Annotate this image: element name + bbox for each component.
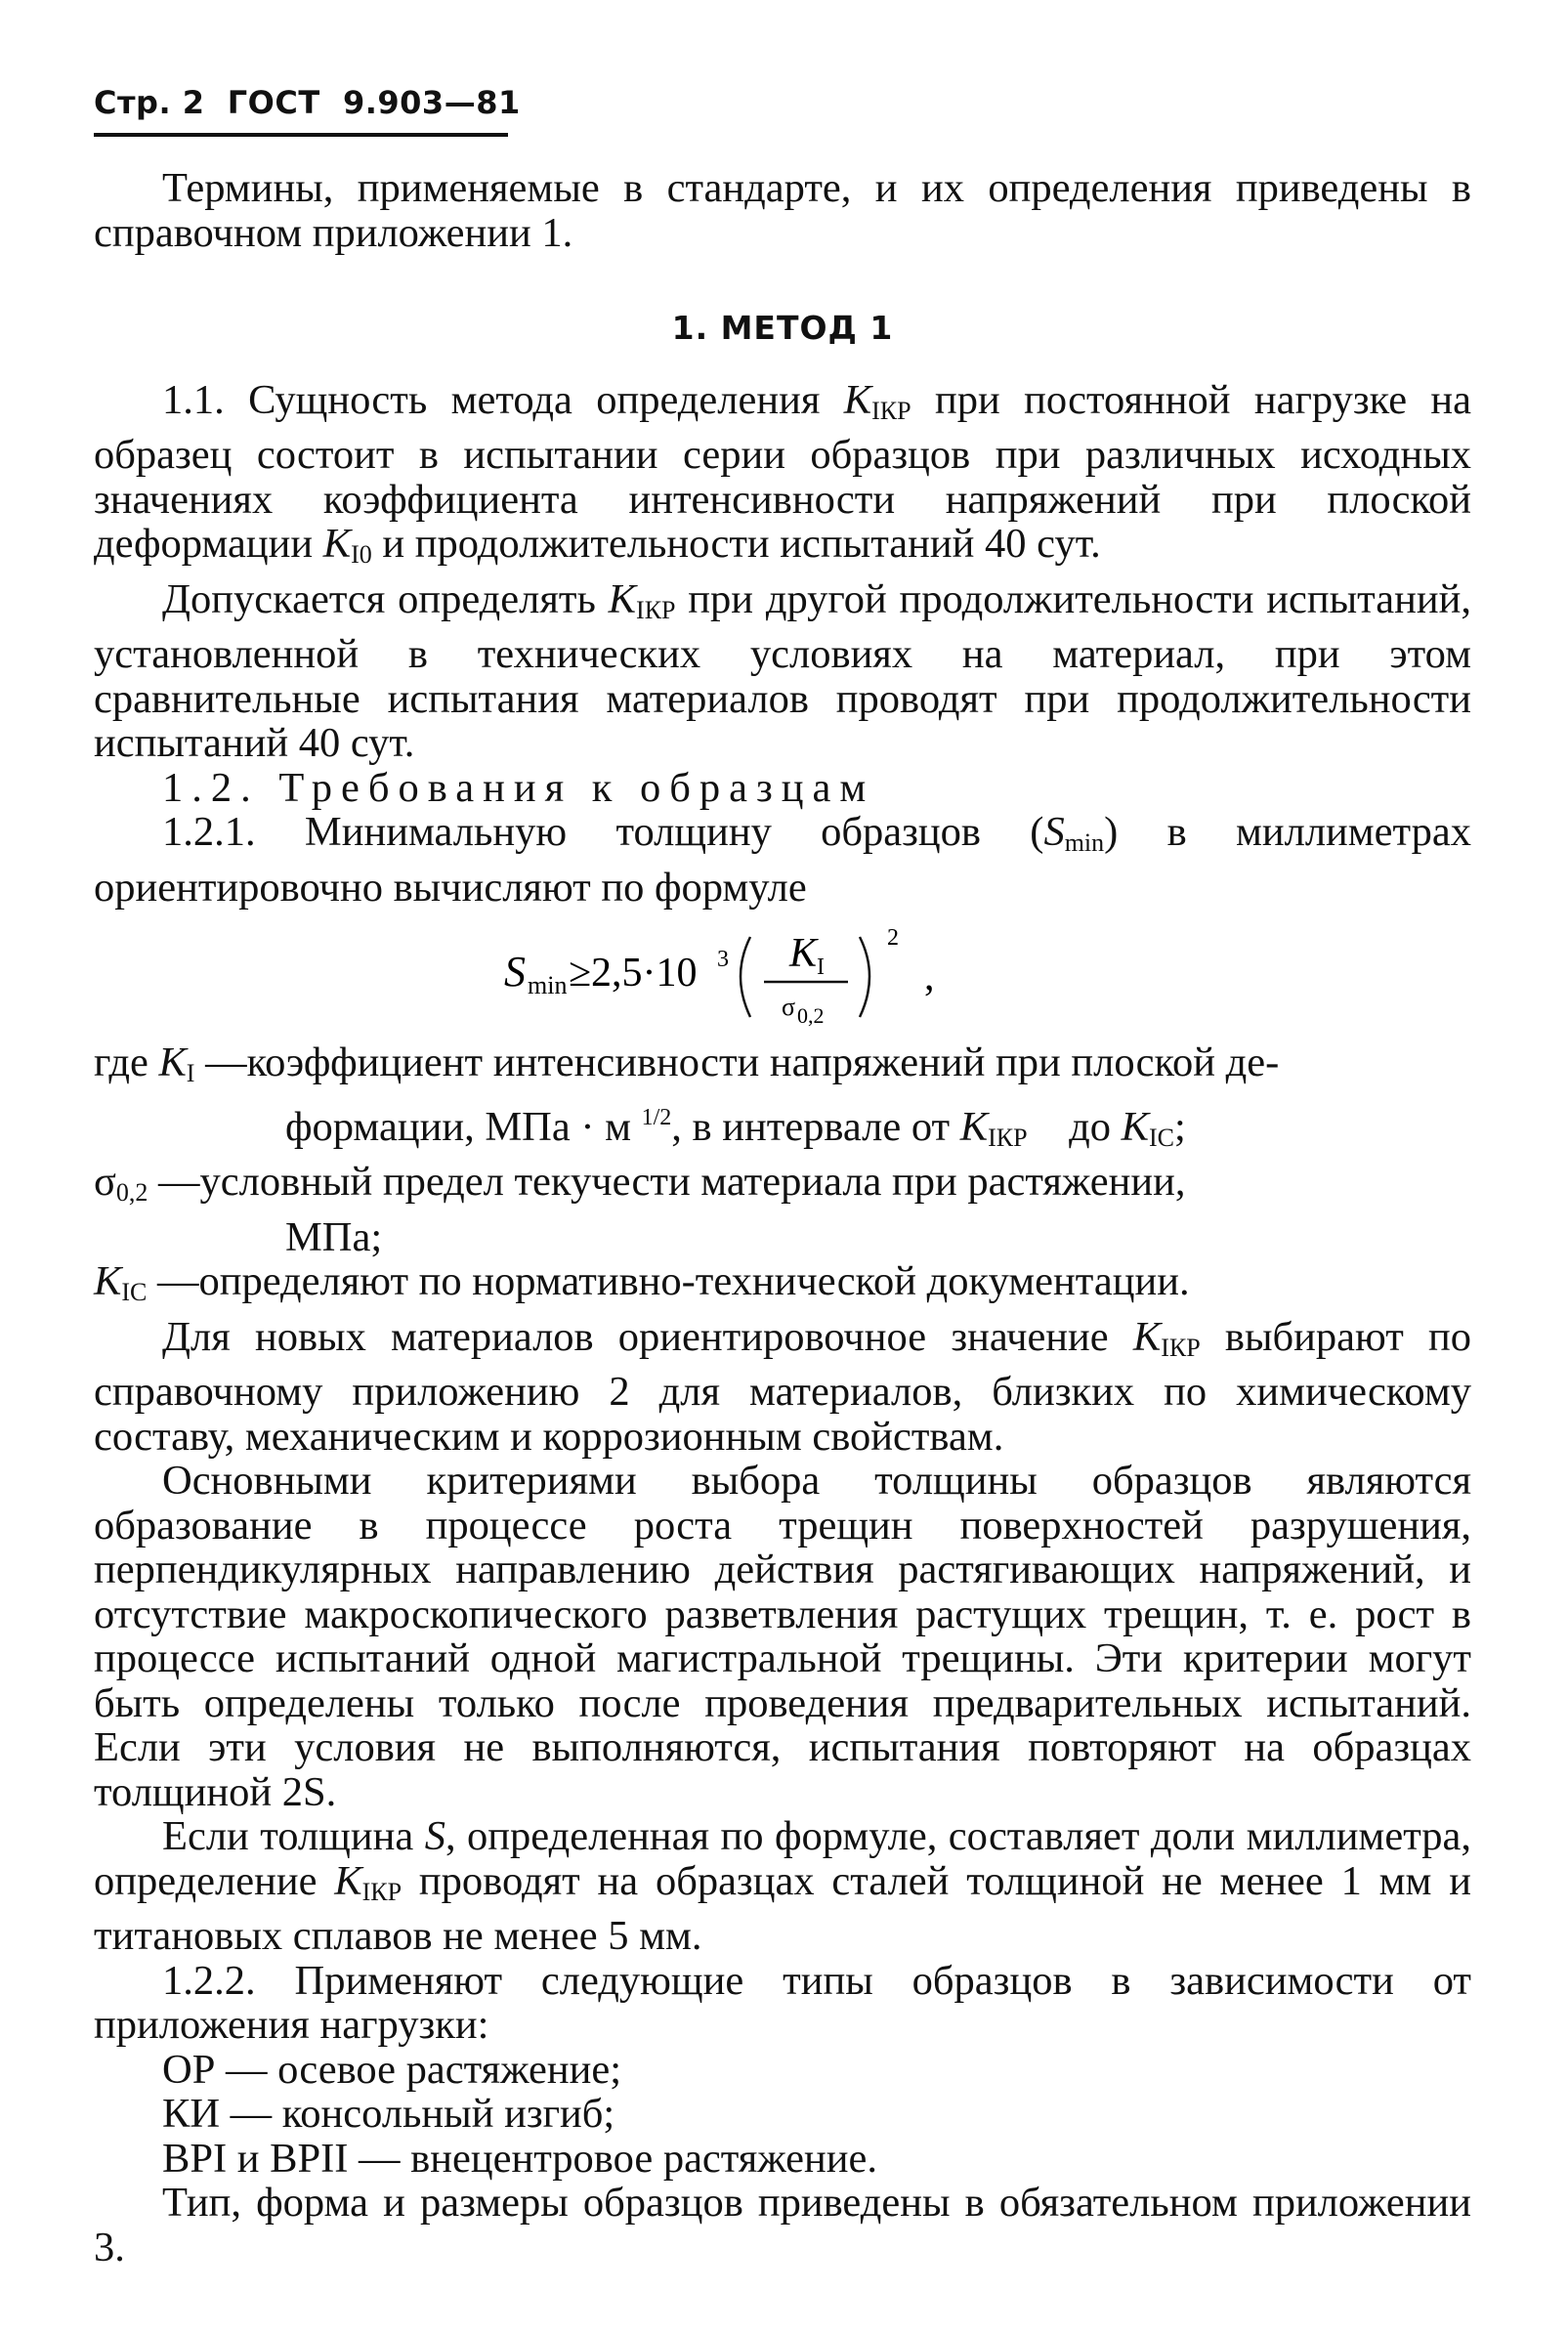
intro-paragraph: Термины, применяемые в стандарте, и их определения приведены в справочном приложении 1. <box>94 165 1471 256</box>
paragraph-1-2-1: 1.2.1. Минимальную толщину образцов $(S_{min})$ в миллиметрах ориентировочно вычисляют по формуле <box>94 809 1471 911</box>
formula-lhs: S <box>504 948 526 996</box>
page-label: Стр. 2 <box>94 84 205 121</box>
formula-left-paren <box>741 937 750 1017</box>
definition-kic: $K_{IC}$ — определяют по нормативно-технической документации. <box>94 1258 1190 1306</box>
running-header <box>94 84 521 121</box>
formula-tail: , <box>924 955 935 999</box>
formula-power: 2 <box>887 925 899 951</box>
standard-label: ГОСТ <box>227 84 320 121</box>
formula-relation: ≥2,5·10 <box>569 951 698 996</box>
paragraph-final: Тип, форма и размеры образцов приведены в обязательном приложении 3. <box>94 2180 1471 2270</box>
list-item: ВРI и ВРII — внецентровое растяжение. <box>162 2135 878 2182</box>
definition-sigma: $\sigma_{0,2}$ — условный предел текучести материала при растяжении, <box>94 1159 1186 1207</box>
formula-lhs-sub: min <box>528 971 568 999</box>
standard-number: 9.903—81 <box>342 84 521 121</box>
paragraph-new-materials: Для новых материалов ориентировочное значение $K_{IКР}$ выбирают по справочному приложению 2 для материалов, близких по химическому составу, механическим и коррозионным свойствам. <box>94 1313 1471 1460</box>
definitions <box>94 1040 1471 1315</box>
section-heading: 1. МЕТОД 1 <box>671 309 894 347</box>
list-item: КИ — консольный изгиб; <box>162 2091 615 2137</box>
header-rule <box>94 133 508 137</box>
definition-k1-cont: формации, МПа · м $^{1/2}$, в интервале от $K_{IКР}$ до $K_{IC}$; <box>285 1103 1186 1152</box>
paragraph-allowance: Допускается определять $K_{IКР}$ при другой продолжительности испытаний, установленной в технических условиях на материал, при этом сравнительные испытания материалов проводят при продолжительности испытаний 40 сут. <box>94 575 1471 766</box>
definition-k1: где $K_I$ — коэффициент интенсивности напряжений при плоской де- <box>94 1040 1280 1087</box>
paragraph-1-1: 1.1. Сущность метода определения $K_{IКР}$ при постоянной нагрузке на образец состоит в испытании серии образцов при различных исходных значениях коэффициента интенсивности напряжений при плоской деформации $K_{I0}$ и продолжительности испытаний 40 сут. <box>94 376 1472 569</box>
paragraph-1-2: 1.2. Требования к образцам <box>162 764 875 811</box>
formula-denominator-sub: 0,2 <box>797 1003 825 1028</box>
paragraph-thickness: Если толщина S, определенная по формуле, составляет доли миллиметра, определение $K_{IКР}$ проводят на образцах сталей толщиной не менее 1 мм и титановых сплавов не менее 5 мм. <box>94 1813 1472 1959</box>
specimen-types-list <box>94 2048 1471 2182</box>
formula-denominator: σ <box>782 993 796 1021</box>
list-item: ОР — осевое растяжение; <box>162 2046 622 2093</box>
formula <box>94 917 1471 1035</box>
formula-exponent: 3 <box>717 947 729 972</box>
body-text <box>94 166 1471 2270</box>
formula-numerator: K <box>789 931 818 976</box>
formula-right-paren <box>860 937 869 1017</box>
paragraph-1-2-2: 1.2.2. Применяют следующие типы образцов в зависимости от приложения нагрузки: <box>94 1957 1471 2048</box>
formula-numerator-sub: I <box>817 955 825 980</box>
paragraph-criteria: Основными критериями выбора толщины образцов являются образование в процессе роста трещин поверхностей разрушения, перпендикулярных направлению действия растягивающих напряжений, и отсутствие макроскопического разветвления растущих трещин, т. е. рост в процессе испытаний одной магистральной трещины. Эти критерии могут быть определены только после проведения предварительных испытаний. Если эти условия не выполняются, испытания повторяют на образцах толщиной 2S. <box>94 1458 1471 1815</box>
formula-graphic <box>504 917 1051 1035</box>
definition-sigma-cont: МПа; <box>285 1213 383 1260</box>
